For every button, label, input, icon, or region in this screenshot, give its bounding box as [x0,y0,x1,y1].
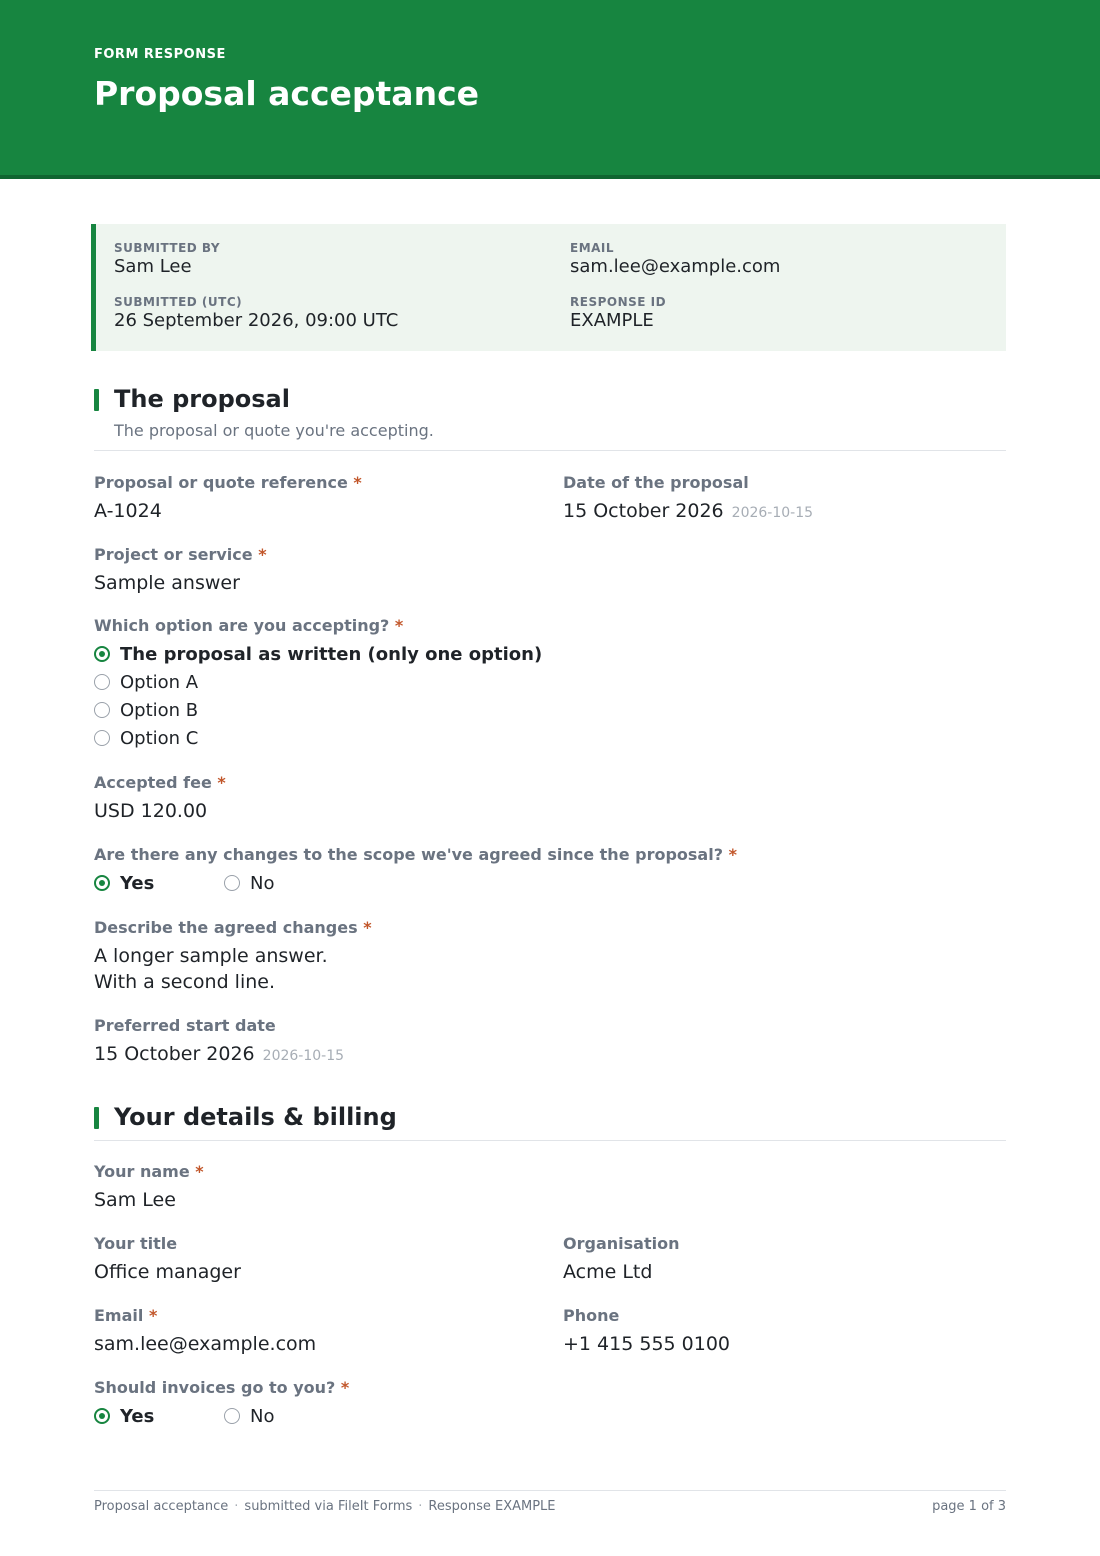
field-value [94,943,372,995]
field-value: Sam Lee [94,1189,176,1211]
meta-value: Sam Lee [114,256,192,277]
field-value: 15 October 2026 2026-10-15 [563,500,814,522]
field-start-date [94,1016,344,1069]
required-marker: * [340,1378,350,1397]
field-proposal-reference [94,473,362,524]
required-marker: * [394,616,404,635]
field-label: Preferred start date [94,1016,276,1035]
field-agreed-changes [94,918,372,995]
field-label: Are there any changes to the scope we've agreed since the proposal? * [94,845,737,864]
field-email [94,1306,316,1357]
radio-empty-icon [94,730,110,746]
radio-group-scope-changes [94,869,737,897]
meta-submitted-by [114,241,220,277]
radio-option-yes: Yes [94,1402,224,1430]
field-option [94,616,542,752]
footer-separator: · [418,1499,423,1514]
field-label: Accepted fee * [94,773,226,792]
radio-empty-icon [224,875,240,891]
field-label: Phone [563,1306,620,1325]
header-kicker: FORM RESPONSE [94,47,226,62]
meta-submitted-utc [114,295,398,331]
field-value: Office manager [94,1261,241,1283]
field-value: +1 415 555 0100 [563,1333,731,1355]
radio-group-invoices [94,1402,354,1430]
field-label: Project or service * [94,545,267,564]
radio-empty-icon [224,1408,240,1424]
field-scope-changes [94,845,737,897]
field-phone [563,1306,730,1357]
field-label: Date of the proposal [563,473,749,492]
section-accent-bar [94,1107,99,1129]
page-footer [94,1490,1006,1514]
radio-option-no: No [224,869,354,897]
radio-empty-icon [94,674,110,690]
footer-info [94,1499,556,1514]
meta-label: RESPONSE ID [570,295,667,309]
section-accent-bar [94,389,99,411]
field-value: USD 120.00 [94,800,208,822]
field-value: Sample answer [94,572,240,594]
iso-date: 2026-10-15 [731,505,814,521]
submission-meta [91,224,1006,351]
radio-selected-icon [94,1408,110,1424]
meta-value: 26 September 2026, 09:00 UTC [114,310,399,331]
field-label: Describe the agreed changes * [94,918,372,937]
meta-email [570,241,780,277]
page-number: page 1 of 3 [932,1499,1006,1514]
radio-option-as-written: The proposal as written (only one option) [94,640,542,668]
page-title: Proposal acceptance [94,74,480,113]
radio-selected-icon [94,646,110,662]
meta-value: sam.lee@example.com [570,256,781,277]
iso-date: 2026-10-15 [262,1048,345,1064]
required-marker: * [148,1306,158,1325]
required-marker: * [363,918,372,937]
field-label: Should invoices go to you? * [94,1378,350,1397]
meta-label: EMAIL [570,241,615,255]
field-accepted-fee [94,773,226,824]
field-proposal-date [563,473,813,526]
radio-group-option [94,640,542,752]
meta-response-id [570,295,666,331]
required-marker: * [258,545,267,564]
section-details-header [94,1103,1006,1141]
field-your-title [94,1234,241,1285]
meta-value: EXAMPLE [570,310,654,331]
footer-via: submitted via FileIt Forms [244,1499,413,1514]
field-label: Email * [94,1306,158,1325]
radio-option-b: Option B [94,696,542,724]
field-organisation [563,1234,679,1285]
meta-label: SUBMITTED BY [114,241,221,255]
footer-response: Response EXAMPLE [428,1499,556,1514]
required-marker: * [353,473,362,492]
meta-label: SUBMITTED (UTC) [114,295,243,309]
field-label: Which option are you accepting? * [94,616,404,635]
field-value: A-1024 [94,500,162,522]
required-marker: * [195,1162,204,1181]
field-value: Acme Ltd [563,1261,653,1283]
answer-line: A longer sample answer. [94,945,328,967]
page-header [0,0,1100,179]
radio-option-yes: Yes [94,869,224,897]
field-value: 15 October 2026 2026-10-15 [94,1043,345,1065]
radio-option-no: No [224,1402,354,1430]
field-label: Your name * [94,1162,204,1181]
required-marker: * [217,773,226,792]
section-description: The proposal or quote you're accepting. [114,421,434,440]
field-invoices [94,1378,354,1430]
radio-option-a: Option A [94,668,542,696]
required-marker: * [728,845,737,864]
answer-line: With a second line. [94,971,275,993]
footer-separator: · [234,1499,239,1514]
section-title: The proposal [114,385,290,413]
radio-selected-icon [94,875,110,891]
field-value: sam.lee@example.com [94,1333,317,1355]
footer-form-name: Proposal acceptance [94,1499,229,1514]
field-label: Your title [94,1234,178,1253]
field-label: Proposal or quote reference * [94,473,362,492]
radio-option-c: Option C [94,724,542,752]
field-project [94,545,267,596]
field-label: Organisation [563,1234,680,1253]
section-proposal-header [94,385,1006,451]
section-title: Your details & billing [114,1103,397,1131]
field-your-name [94,1162,204,1213]
radio-empty-icon [94,702,110,718]
